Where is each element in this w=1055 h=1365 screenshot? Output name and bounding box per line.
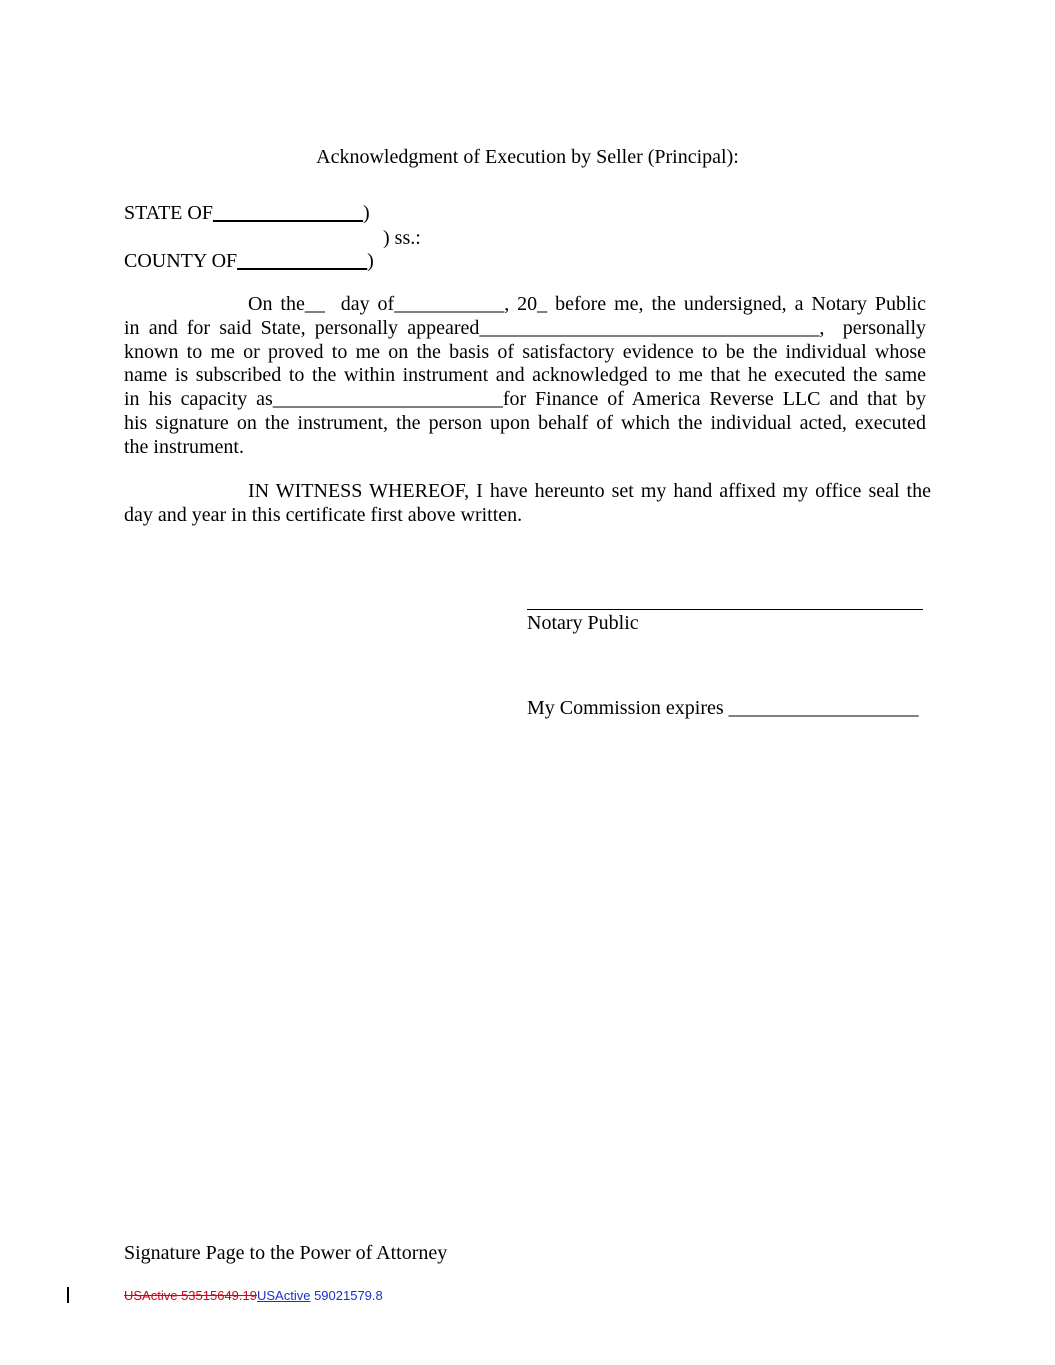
state-of-blank: _______________ bbox=[212, 202, 363, 224]
change-bar bbox=[67, 1287, 69, 1303]
acknowledgment-line: the instrument. bbox=[124, 435, 244, 458]
county-of-paren: ) bbox=[367, 250, 374, 272]
witness-paragraph bbox=[124, 480, 931, 528]
acknowledgment-line: in his capacity as_______________________for Finance of America Reverse LLC and that by bbox=[124, 388, 926, 411]
notary-signature-line bbox=[527, 609, 923, 610]
acknowledgment-line: name is subscribed to the within instrument and acknowledged to me that he executed the same bbox=[124, 364, 926, 387]
witness-line-text: IN WITNESS WHEREOF, I have hereunto set my hand affixed my office seal the bbox=[248, 480, 931, 502]
county-of-blank: _____________ bbox=[237, 250, 368, 272]
notary-public-label: Notary Public bbox=[527, 612, 639, 634]
acknowledgment-line-text: On the__ day of___________, 20_ before me, the undersigned, a Notary Public bbox=[248, 293, 926, 315]
state-of-label: STATE OF bbox=[124, 202, 213, 224]
acknowledgment-line: in and for said State, personally appeared__________________________________, personally bbox=[124, 316, 926, 339]
county-of-line bbox=[124, 251, 374, 271]
ss-marker: ) ss.: bbox=[383, 227, 421, 249]
document-title: Acknowledgment of Execution by Seller (Principal): bbox=[316, 146, 739, 168]
document-id-inserted: USActive bbox=[256, 1288, 311, 1303]
state-of-paren: ) bbox=[362, 202, 370, 224]
acknowledgment-line: known to me or proved to me on the basis of satisfactory evidence to be the individual whose bbox=[124, 340, 926, 363]
acknowledgment-line: his signature on the instrument, the person upon behalf of which the individual acted, executed bbox=[124, 411, 926, 434]
acknowledgment-paragraph bbox=[124, 293, 926, 460]
commission-expires-line: My Commission expires ___________________ bbox=[527, 697, 919, 719]
document-id-number: 59021579.8 bbox=[310, 1288, 383, 1303]
acknowledgment-line bbox=[124, 293, 926, 317]
witness-line bbox=[124, 480, 931, 504]
document-id bbox=[124, 1288, 383, 1303]
state-of-line bbox=[124, 203, 370, 223]
document-id-deleted: USActive 53515649.19 bbox=[124, 1288, 257, 1303]
county-of-label: COUNTY OF bbox=[124, 250, 238, 272]
footer-caption: Signature Page to the Power of Attorney bbox=[124, 1242, 448, 1264]
witness-line: day and year in this certificate first above written. bbox=[124, 503, 523, 526]
